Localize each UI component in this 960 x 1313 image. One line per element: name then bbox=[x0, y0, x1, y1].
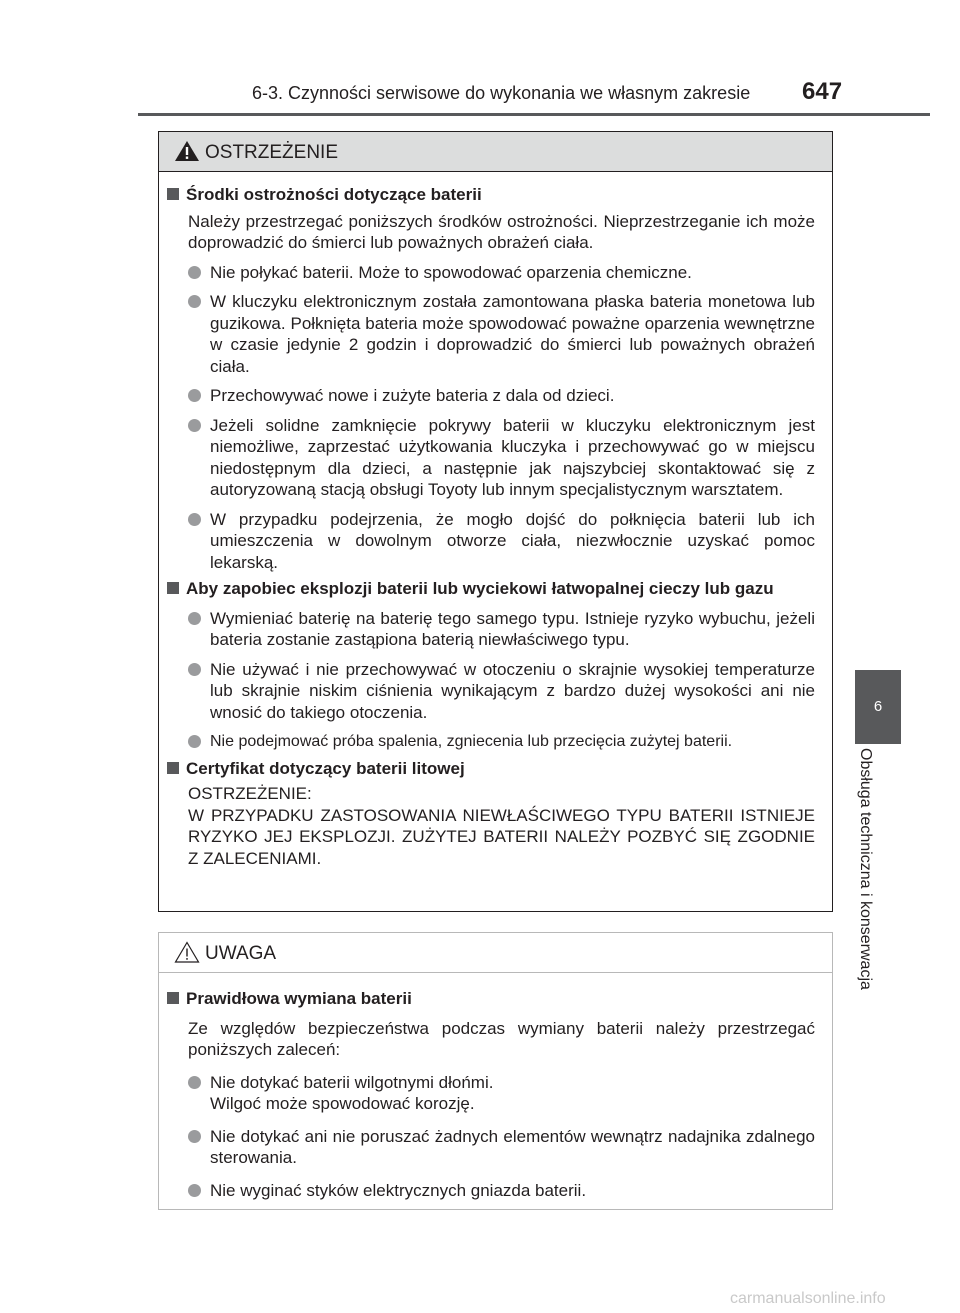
list-item: Wymieniać baterię na baterię tego samego typu. Istnieje ryzyko wybuchu, jeżeli bateria zostanie zastąpiona baterią niewłaściwego typu. bbox=[167, 608, 815, 651]
bullet-icon bbox=[188, 266, 201, 279]
bullet-icon bbox=[188, 295, 201, 308]
bullet-icon bbox=[188, 389, 201, 402]
square-bullet-icon bbox=[167, 188, 179, 200]
header-rule bbox=[138, 113, 930, 116]
bullet-icon bbox=[188, 1076, 201, 1089]
bullet-icon bbox=[188, 1130, 201, 1143]
list-item: W przypadku podejrzenia, że mogło dojść do połknięcia baterii lub ich umieszczenia w dowolnym otworze ciała, niezwłocznie uzyskać pomoc lekarską. bbox=[167, 509, 815, 574]
bullet-icon bbox=[188, 612, 201, 625]
certificate-label: OSTRZEŻENIE: bbox=[188, 784, 312, 803]
list-item: W kluczyku elektronicznym została zamontowana płaska bateria monetowa lub guzikowa. Połknięta bateria może spowodować poważne oparzenia wewnętrzne w czasie jedynie 2 godzin i doprowadzić do śmierci lub poważnych obrażeń ciała. bbox=[167, 291, 815, 377]
bullet-icon bbox=[188, 419, 201, 432]
list-item: Przechowywać nowe i zużyte bateria z dala od dzieci. bbox=[167, 385, 815, 407]
notice-content bbox=[159, 973, 832, 1201]
list-item: Nie dotykać baterii wilgotnymi dłońmi. Wilgoć może spowodować korozję. bbox=[167, 1072, 815, 1115]
header-title: 6-3. Czynności serwisowe do wykonania we własnym zakresie bbox=[252, 83, 751, 103]
section-heading: Aby zapobiec eksplozji baterii lub wyciekowi łatwopalnej cieczy lub gazu bbox=[167, 578, 815, 600]
warning-box bbox=[158, 131, 833, 912]
square-bullet-icon bbox=[167, 762, 179, 774]
certificate-text: W PRZYPADKU ZASTOSOWANIA NIEWŁAŚCIWEGO TYPU BATERII ISTNIEJE RYZYKO JEJ EKSPLOZJI. ZUŻYTEJ BATERII NALEŻY POZBYĆ SIĘ ZGODNIE Z ZALECENIAMI. bbox=[188, 805, 815, 868]
bullet-icon bbox=[188, 513, 201, 526]
bullet-icon bbox=[188, 735, 201, 748]
list-item: Nie wyginać styków elektrycznych gniazda baterii. bbox=[167, 1180, 815, 1202]
notice-header bbox=[159, 933, 832, 973]
warning-triangle-icon bbox=[174, 140, 200, 162]
warning-title: OSTRZEŻENIE bbox=[205, 142, 339, 163]
list-item: Nie połykać baterii. Może to spowodować oparzenia chemiczne. bbox=[167, 262, 815, 284]
warning-header bbox=[159, 132, 832, 172]
list-item: Nie używać i nie przechowywać w otoczeniu o skrajnie wysokiej temperaturze lub skrajnie niskim ciśnienia wynikającym z bardzo dużej wysokości ani nie wnosić do takiego otoczenia. bbox=[167, 659, 815, 724]
bullet-icon bbox=[188, 663, 201, 676]
list-item: Nie podejmować próba spalenia, zgniecenia lub przecięcia zużytej baterii. bbox=[167, 731, 815, 753]
notice-box bbox=[158, 932, 833, 1210]
bullet-icon bbox=[188, 1184, 201, 1197]
section-heading: Certyfikat dotyczący baterii litowej bbox=[167, 758, 815, 780]
paragraph: Ze względów bezpieczeństwa podczas wymiany baterii należy przestrzegać poniższych zaleceń: bbox=[188, 1018, 815, 1059]
notice-title: UWAGA bbox=[205, 943, 277, 964]
section-heading: Prawidłowa wymiana baterii bbox=[167, 988, 815, 1010]
page-number: 647 bbox=[802, 78, 843, 105]
caution-triangle-icon bbox=[174, 941, 200, 963]
list-item: Jeżeli solidne zamknięcie pokrywy baterii w kluczyku elektronicznym jest niemożliwe, zaprzestać użytkowania kluczyka i przechowywać go w miejscu niedostępnym dla dzieci, a następnie jak najszybciej skontaktować się z autoryzowaną stacją obsługi Toyoty lub innym specjalistycznym warsztatem. bbox=[167, 415, 815, 501]
square-bullet-icon bbox=[167, 992, 179, 1004]
section-heading: Środki ostrożności dotyczące baterii bbox=[167, 184, 815, 206]
chapter-label: Obsługa techniczna i konserwacja bbox=[857, 748, 874, 990]
list-item: Nie dotykać ani nie poruszać żadnych elementów wewnątrz nadajnika zdalnego sterowania. bbox=[167, 1126, 815, 1169]
square-bullet-icon bbox=[167, 582, 179, 594]
watermark: carmanualsonline.info bbox=[730, 1290, 886, 1307]
warning-content bbox=[159, 172, 832, 869]
chapter-tab: 6 bbox=[855, 670, 901, 744]
paragraph: Należy przestrzegać poniższych środków ostrożności. Nieprzestrzeganie ich może doprowadzić do śmierci lub poważnych obrażeń ciała. bbox=[188, 211, 815, 252]
